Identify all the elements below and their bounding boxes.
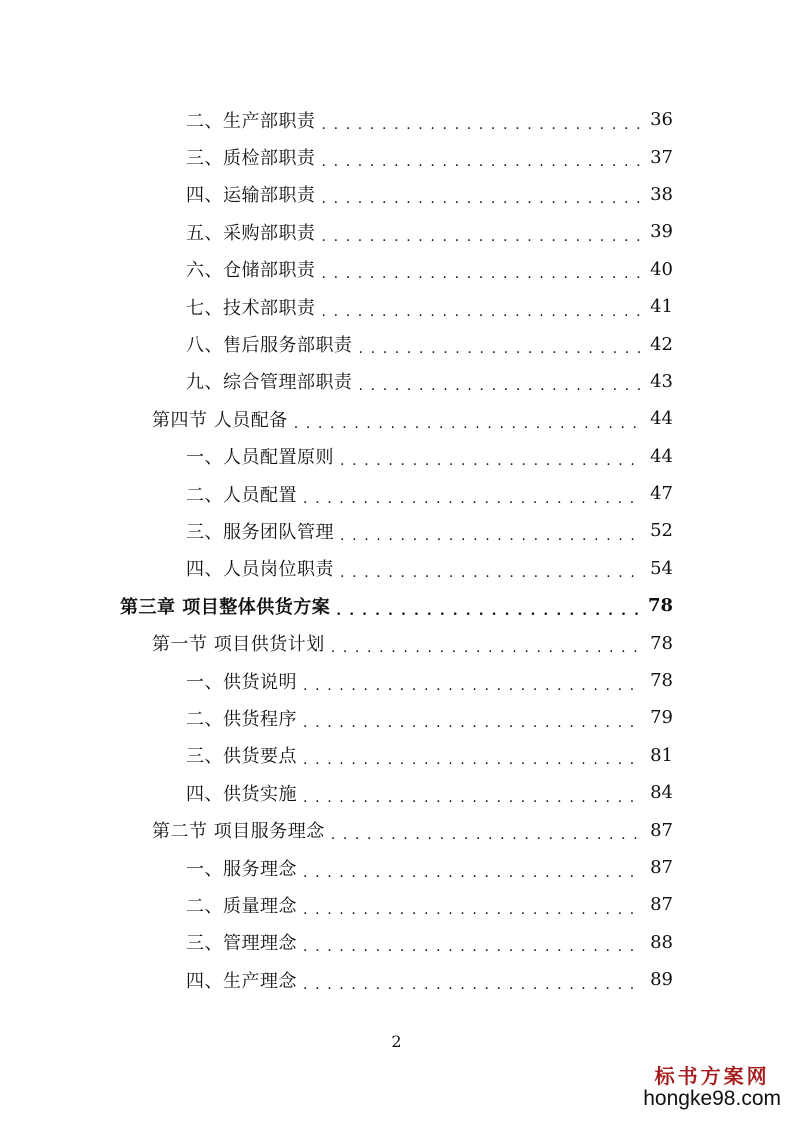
toc-entry-title: 三、供货要点	[186, 746, 297, 768]
toc-entry[interactable]	[0, 363, 793, 400]
toc-entry-page: 39	[650, 221, 673, 243]
toc-entry[interactable]	[0, 251, 793, 288]
dot-leader	[340, 449, 642, 467]
toc-section-entry[interactable]	[0, 400, 793, 437]
site-watermark	[643, 1065, 781, 1110]
dot-leader	[303, 861, 642, 879]
dot-leader	[331, 823, 642, 841]
dot-leader	[359, 374, 643, 392]
toc-entry-page: 44	[650, 445, 673, 467]
toc-entry-page: 87	[650, 857, 673, 878]
toc-entry-title: 八、售后服务部职责	[186, 335, 353, 357]
toc-entry-title: 第一节 项目供货计划	[152, 634, 325, 656]
toc-entry-title: 第四节 人员配备	[152, 409, 288, 431]
dot-leader	[336, 599, 640, 617]
toc-entry-title: 一、供货说明	[186, 671, 297, 693]
table-of-contents	[0, 101, 793, 998]
toc-entry-page: 87	[650, 894, 673, 916]
toc-entry[interactable]	[0, 774, 793, 811]
toc-entry-page: 78	[650, 632, 673, 654]
toc-entry-title: 一、人员配置原则	[186, 447, 334, 469]
toc-entry-title: 七、技术部职责	[186, 297, 316, 319]
dot-leader	[322, 113, 643, 131]
toc-entry-page: 89	[650, 969, 673, 991]
toc-entry[interactable]	[0, 924, 793, 961]
toc-chapter-entry[interactable]	[0, 587, 793, 624]
toc-entry-title: 四、人员岗位职责	[186, 559, 334, 581]
dot-leader	[331, 636, 642, 654]
dot-leader	[322, 150, 643, 168]
dot-leader	[303, 973, 642, 991]
toc-entry-title: 四、运输部职责	[186, 185, 316, 207]
toc-entry-page: 84	[650, 782, 673, 804]
toc-entry-title: 四、生产理念	[186, 970, 297, 992]
toc-entry[interactable]	[0, 737, 793, 774]
toc-entry[interactable]	[0, 176, 793, 213]
toc-entry[interactable]	[0, 512, 793, 549]
toc-entry-title: 三、服务团队管理	[186, 521, 334, 543]
toc-entry-title: 第二节 项目服务理念	[152, 821, 325, 843]
dot-leader	[359, 337, 643, 355]
toc-entry-page: 78	[650, 670, 673, 692]
toc-entry[interactable]	[0, 475, 793, 512]
toc-entry-title: 二、质量理念	[186, 895, 297, 917]
toc-entry-title: 二、供货程序	[186, 708, 297, 730]
toc-entry-title: 一、服务理念	[186, 858, 297, 880]
toc-entry[interactable]	[0, 101, 793, 138]
toc-entry-page: 38	[650, 183, 673, 205]
toc-entry-page: 78	[647, 595, 673, 617]
toc-entry[interactable]	[0, 288, 793, 325]
toc-entry-page: 43	[650, 370, 673, 392]
toc-section-entry[interactable]	[0, 624, 793, 661]
toc-entry-page: 41	[650, 296, 673, 318]
dot-leader	[303, 898, 642, 916]
toc-entry-title: 四、供货实施	[186, 783, 297, 805]
dot-leader	[322, 300, 643, 318]
toc-entry[interactable]	[0, 961, 793, 998]
toc-entry-page: 37	[650, 146, 673, 168]
toc-entry[interactable]	[0, 849, 793, 886]
dot-leader	[294, 412, 642, 430]
dot-leader	[303, 711, 642, 729]
toc-entry-page: 47	[650, 483, 673, 505]
toc-entry-page: 81	[650, 744, 673, 766]
dot-leader	[303, 674, 642, 692]
dot-leader	[340, 561, 642, 579]
dot-leader	[322, 262, 643, 280]
dot-leader	[303, 487, 642, 505]
toc-entry-page: 88	[650, 931, 673, 953]
toc-entry-page: 79	[650, 707, 673, 729]
toc-entry-title: 六、仓储部职责	[186, 260, 316, 282]
toc-entry-page: 52	[650, 520, 673, 542]
dot-leader	[303, 748, 642, 766]
toc-entry-page: 44	[650, 408, 673, 430]
toc-entry[interactable]	[0, 699, 793, 736]
watermark-brand: 标书方案网	[654, 1063, 770, 1088]
toc-entry-page: 42	[650, 333, 673, 355]
toc-entry[interactable]	[0, 438, 793, 475]
toc-entry[interactable]	[0, 138, 793, 175]
dot-leader	[340, 524, 642, 542]
dot-leader	[322, 187, 643, 205]
toc-entry-title: 二、人员配置	[186, 484, 297, 506]
toc-entry[interactable]	[0, 550, 793, 587]
toc-section-entry[interactable]	[0, 811, 793, 848]
dot-leader	[303, 935, 642, 953]
toc-entry-title: 二、生产部职责	[186, 110, 316, 132]
toc-entry-page: 87	[650, 819, 673, 841]
watermark-domain: hongke98.com	[643, 1086, 781, 1110]
toc-entry[interactable]	[0, 886, 793, 923]
dot-leader	[303, 786, 642, 804]
toc-entry-page: 40	[650, 258, 673, 280]
toc-entry-title: 九、综合管理部职责	[186, 372, 353, 394]
page-number: 2	[391, 1032, 402, 1051]
toc-entry-title: 三、质检部职责	[186, 148, 316, 170]
toc-entry-page: 36	[650, 109, 673, 131]
toc-entry-title: 五、采购部职责	[186, 222, 316, 244]
toc-entry-title: 三、管理理念	[186, 933, 297, 955]
toc-entry[interactable]	[0, 213, 793, 250]
toc-entry-title: 第三章 项目整体供货方案	[120, 596, 331, 618]
dot-leader	[322, 225, 643, 243]
toc-entry-page: 54	[650, 557, 673, 579]
toc-entry[interactable]	[0, 662, 793, 699]
toc-entry[interactable]	[0, 325, 793, 362]
